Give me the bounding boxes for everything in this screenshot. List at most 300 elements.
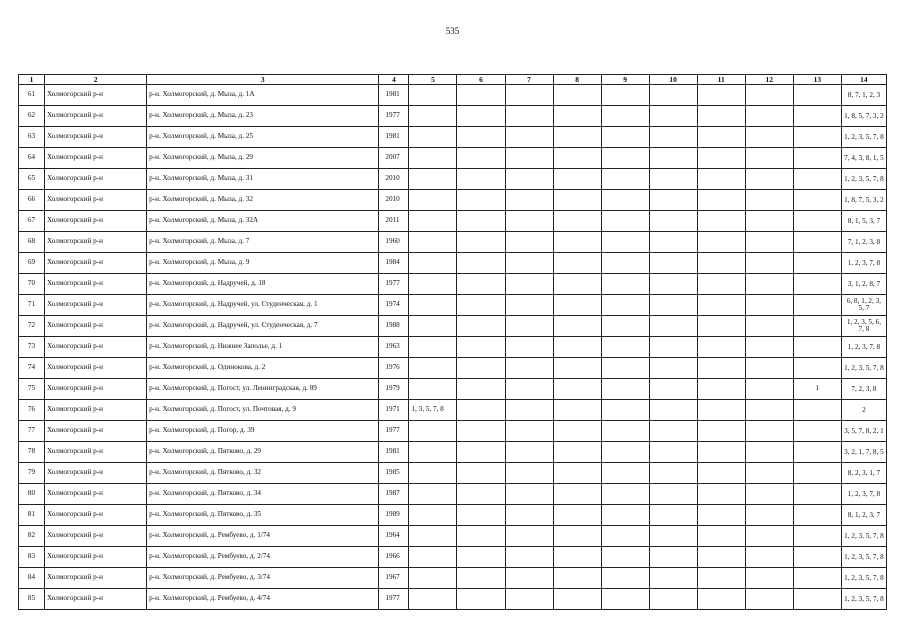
column-6-cell	[457, 295, 505, 316]
row-number-cell: 76	[19, 400, 45, 421]
district-cell: Холмогорский р-н	[45, 484, 147, 505]
column-9-cell	[601, 169, 649, 190]
column-10-cell	[649, 568, 697, 589]
district-cell: Холмогорский р-н	[45, 337, 147, 358]
column-9-cell	[601, 295, 649, 316]
address-cell: р-н. Холмогорский, д. Рембуево, д. 3/74	[147, 568, 379, 589]
column-14-cell: 3, 2, 1, 7, 8, 5	[841, 442, 886, 463]
column-8-cell	[553, 421, 601, 442]
column-5-cell	[409, 505, 457, 526]
column-11-cell	[697, 442, 745, 463]
column-9-cell	[601, 505, 649, 526]
column-11-cell	[697, 169, 745, 190]
column-header-14: 14	[841, 75, 886, 85]
header-row	[19, 75, 887, 85]
address-cell: р-н. Холмогорский, д. Одинокова, д. 2	[147, 358, 379, 379]
address-cell: р-н. Холмогорский, д. Надручей, ул. Студенческая, д. 1	[147, 295, 379, 316]
column-12-cell	[745, 358, 793, 379]
column-13-cell	[793, 85, 841, 106]
column-9-cell	[601, 463, 649, 484]
column-6-cell	[457, 547, 505, 568]
housing-table	[18, 74, 887, 610]
column-8-cell	[553, 232, 601, 253]
column-header-13: 13	[793, 75, 841, 85]
column-8-cell	[553, 295, 601, 316]
column-6-cell	[457, 442, 505, 463]
column-7-cell	[505, 253, 553, 274]
column-7-cell	[505, 106, 553, 127]
district-cell: Холмогорский р-н	[45, 169, 147, 190]
district-cell: Холмогорский р-н	[45, 379, 147, 400]
column-7-cell	[505, 295, 553, 316]
row-number-cell: 63	[19, 127, 45, 148]
column-12-cell	[745, 337, 793, 358]
column-13-cell	[793, 589, 841, 610]
column-5-cell	[409, 316, 457, 337]
row-number-cell: 68	[19, 232, 45, 253]
column-12-cell	[745, 379, 793, 400]
column-header-8: 8	[553, 75, 601, 85]
column-7-cell	[505, 169, 553, 190]
address-cell: р-н. Холмогорский, д. Рембуево, д. 2/74	[147, 547, 379, 568]
column-5-cell	[409, 211, 457, 232]
district-cell: Холмогорский р-н	[45, 253, 147, 274]
column-7-cell	[505, 337, 553, 358]
table-row	[19, 526, 887, 547]
column-13-cell	[793, 526, 841, 547]
row-number-cell: 65	[19, 169, 45, 190]
column-12-cell	[745, 295, 793, 316]
column-7-cell	[505, 400, 553, 421]
table-body	[19, 85, 887, 610]
column-11-cell	[697, 274, 745, 295]
column-10-cell	[649, 148, 697, 169]
address-cell: р-н. Холмогорский, д. Погор, д. 39	[147, 421, 379, 442]
column-11-cell	[697, 568, 745, 589]
year-cell: 1963	[379, 337, 409, 358]
year-cell: 1977	[379, 106, 409, 127]
column-13-cell	[793, 463, 841, 484]
column-8-cell	[553, 400, 601, 421]
district-cell: Холмогорский р-н	[45, 526, 147, 547]
address-cell: р-н. Холмогорский, д. Надручей, д. 18	[147, 274, 379, 295]
column-14-cell: 3, 5, 7, 8, 2, 1	[841, 421, 886, 442]
address-cell: р-н. Холмогорский, д. Погост, ул. Почтовая, д. 9	[147, 400, 379, 421]
row-number-cell: 79	[19, 463, 45, 484]
column-13-cell	[793, 316, 841, 337]
table-row	[19, 295, 887, 316]
district-cell: Холмогорский р-н	[45, 358, 147, 379]
row-number-cell: 70	[19, 274, 45, 295]
row-number-cell: 81	[19, 505, 45, 526]
column-10-cell	[649, 253, 697, 274]
column-13-cell	[793, 442, 841, 463]
column-8-cell	[553, 274, 601, 295]
address-cell: р-н. Холмогорский, д. Пятково, д. 34	[147, 484, 379, 505]
district-cell: Холмогорский р-н	[45, 463, 147, 484]
column-header-3: 3	[147, 75, 379, 85]
column-13-cell	[793, 190, 841, 211]
column-10-cell	[649, 379, 697, 400]
row-number-cell: 62	[19, 106, 45, 127]
column-10-cell	[649, 421, 697, 442]
column-10-cell	[649, 358, 697, 379]
column-10-cell	[649, 505, 697, 526]
column-12-cell	[745, 568, 793, 589]
column-7-cell	[505, 547, 553, 568]
table-row	[19, 253, 887, 274]
column-11-cell	[697, 589, 745, 610]
column-5-cell	[409, 190, 457, 211]
column-12-cell	[745, 274, 793, 295]
column-10-cell	[649, 484, 697, 505]
column-13-cell	[793, 127, 841, 148]
column-13-cell	[793, 106, 841, 127]
column-7-cell	[505, 379, 553, 400]
column-6-cell	[457, 589, 505, 610]
year-cell: 1988	[379, 316, 409, 337]
column-5-cell	[409, 295, 457, 316]
column-9-cell	[601, 148, 649, 169]
column-header-11: 11	[697, 75, 745, 85]
year-cell: 1981	[379, 85, 409, 106]
column-13-cell	[793, 547, 841, 568]
column-12-cell	[745, 211, 793, 232]
table-row	[19, 379, 887, 400]
column-12-cell	[745, 442, 793, 463]
column-header-9: 9	[601, 75, 649, 85]
district-cell: Холмогорский р-н	[45, 274, 147, 295]
column-6-cell	[457, 400, 505, 421]
row-number-cell: 82	[19, 526, 45, 547]
column-10-cell	[649, 295, 697, 316]
column-6-cell	[457, 316, 505, 337]
column-7-cell	[505, 316, 553, 337]
column-10-cell	[649, 337, 697, 358]
column-12-cell	[745, 421, 793, 442]
district-cell: Холмогорский р-н	[45, 127, 147, 148]
address-cell: р-н. Холмогорский, д. Надручей, ул. Студенческая, д. 7	[147, 316, 379, 337]
year-cell: 1974	[379, 295, 409, 316]
column-10-cell	[649, 169, 697, 190]
column-6-cell	[457, 505, 505, 526]
column-8-cell	[553, 316, 601, 337]
year-cell: 1967	[379, 568, 409, 589]
column-8-cell	[553, 589, 601, 610]
column-14-cell: 8, 1, 2, 3, 7	[841, 505, 886, 526]
column-8-cell	[553, 337, 601, 358]
column-7-cell	[505, 421, 553, 442]
column-9-cell	[601, 484, 649, 505]
column-6-cell	[457, 232, 505, 253]
column-5-cell	[409, 106, 457, 127]
column-12-cell	[745, 505, 793, 526]
column-13-cell	[793, 253, 841, 274]
column-6-cell	[457, 526, 505, 547]
column-12-cell	[745, 484, 793, 505]
column-12-cell	[745, 169, 793, 190]
district-cell: Холмогорский р-н	[45, 211, 147, 232]
year-cell: 1981	[379, 127, 409, 148]
row-number-cell: 72	[19, 316, 45, 337]
column-7-cell	[505, 85, 553, 106]
year-cell: 1984	[379, 253, 409, 274]
table-row	[19, 148, 887, 169]
column-6-cell	[457, 127, 505, 148]
address-cell: р-н. Холмогорский, д. Мыза, д. 31	[147, 169, 379, 190]
column-11-cell	[697, 253, 745, 274]
column-7-cell	[505, 589, 553, 610]
column-13-cell	[793, 337, 841, 358]
column-5-cell	[409, 442, 457, 463]
column-11-cell	[697, 295, 745, 316]
column-8-cell	[553, 148, 601, 169]
address-cell: р-н. Холмогорский, д. Мыза, д. 9	[147, 253, 379, 274]
column-header-2: 2	[45, 75, 147, 85]
row-number-cell: 83	[19, 547, 45, 568]
column-9-cell	[601, 85, 649, 106]
column-header-4: 4	[379, 75, 409, 85]
column-header-12: 12	[745, 75, 793, 85]
column-10-cell	[649, 463, 697, 484]
column-11-cell	[697, 547, 745, 568]
row-number-cell: 61	[19, 85, 45, 106]
year-cell: 2011	[379, 211, 409, 232]
column-11-cell	[697, 211, 745, 232]
column-9-cell	[601, 589, 649, 610]
column-5-cell	[409, 127, 457, 148]
table-row	[19, 589, 887, 610]
column-6-cell	[457, 253, 505, 274]
column-5-cell	[409, 484, 457, 505]
column-14-cell: 7, 2, 3, 8	[841, 379, 886, 400]
year-cell: 2010	[379, 190, 409, 211]
table-row	[19, 85, 887, 106]
column-9-cell	[601, 127, 649, 148]
year-cell: 1966	[379, 547, 409, 568]
column-5-cell	[409, 253, 457, 274]
column-6-cell	[457, 190, 505, 211]
table-row	[19, 211, 887, 232]
column-5-cell	[409, 85, 457, 106]
year-cell: 1971	[379, 400, 409, 421]
column-9-cell	[601, 358, 649, 379]
district-cell: Холмогорский р-н	[45, 85, 147, 106]
column-14-cell: 1, 2, 3, 5, 6, 7, 8	[841, 316, 886, 337]
district-cell: Холмогорский р-н	[45, 232, 147, 253]
column-11-cell	[697, 127, 745, 148]
column-7-cell	[505, 568, 553, 589]
column-12-cell	[745, 400, 793, 421]
column-10-cell	[649, 589, 697, 610]
table-row	[19, 547, 887, 568]
column-6-cell	[457, 358, 505, 379]
column-8-cell	[553, 442, 601, 463]
column-8-cell	[553, 505, 601, 526]
column-11-cell	[697, 358, 745, 379]
row-number-cell: 80	[19, 484, 45, 505]
column-10-cell	[649, 316, 697, 337]
column-11-cell	[697, 505, 745, 526]
year-cell: 2007	[379, 148, 409, 169]
column-5-cell	[409, 358, 457, 379]
column-8-cell	[553, 106, 601, 127]
column-13-cell	[793, 169, 841, 190]
district-cell: Холмогорский р-н	[45, 106, 147, 127]
row-number-cell: 78	[19, 442, 45, 463]
column-12-cell	[745, 190, 793, 211]
column-5-cell	[409, 463, 457, 484]
column-14-cell: 1, 2, 3, 5, 7, 8	[841, 568, 886, 589]
address-cell: р-н. Холмогорский, д. Погост, ул. Ленинградская, д. 89	[147, 379, 379, 400]
column-9-cell	[601, 421, 649, 442]
district-cell: Холмогорский р-н	[45, 400, 147, 421]
address-cell: р-н. Холмогорский, д. Мыза, д. 7	[147, 232, 379, 253]
column-14-cell: 8, 1, 5, 3, 7	[841, 211, 886, 232]
address-cell: р-н. Холмогорский, д. Рембуево, д. 1/74	[147, 526, 379, 547]
column-6-cell	[457, 106, 505, 127]
column-14-cell: 8, 7, 1, 2, 3	[841, 85, 886, 106]
district-cell: Холмогорский р-н	[45, 505, 147, 526]
district-cell: Холмогорский р-н	[45, 316, 147, 337]
column-10-cell	[649, 442, 697, 463]
address-cell: р-н. Холмогорский, д. Мыза, д. 29	[147, 148, 379, 169]
row-number-cell: 75	[19, 379, 45, 400]
column-7-cell	[505, 274, 553, 295]
column-14-cell: 1, 2, 3, 5, 7, 8	[841, 169, 886, 190]
table-row	[19, 127, 887, 148]
column-9-cell	[601, 547, 649, 568]
address-cell: р-н. Холмогорский, д. Мыза, д. 32А	[147, 211, 379, 232]
column-5-cell	[409, 547, 457, 568]
column-7-cell	[505, 484, 553, 505]
column-5-cell	[409, 589, 457, 610]
column-10-cell	[649, 274, 697, 295]
year-cell: 1979	[379, 379, 409, 400]
column-6-cell	[457, 148, 505, 169]
column-14-cell: 1, 2, 3, 7, 8	[841, 337, 886, 358]
column-11-cell	[697, 190, 745, 211]
column-11-cell	[697, 484, 745, 505]
column-13-cell	[793, 274, 841, 295]
column-7-cell	[505, 463, 553, 484]
column-10-cell	[649, 211, 697, 232]
column-9-cell	[601, 316, 649, 337]
column-7-cell	[505, 505, 553, 526]
column-13-cell	[793, 211, 841, 232]
column-7-cell	[505, 442, 553, 463]
column-7-cell	[505, 232, 553, 253]
column-6-cell	[457, 463, 505, 484]
column-9-cell	[601, 568, 649, 589]
column-10-cell	[649, 127, 697, 148]
column-8-cell	[553, 463, 601, 484]
address-cell: р-н. Холмогорский, д. Пятково, д. 35	[147, 505, 379, 526]
column-14-cell: 8, 2, 3, 1, 7	[841, 463, 886, 484]
column-11-cell	[697, 379, 745, 400]
column-header-7: 7	[505, 75, 553, 85]
address-cell: р-н. Холмогорский, д. Рембуево, д. 4/74	[147, 589, 379, 610]
column-8-cell	[553, 358, 601, 379]
column-8-cell	[553, 253, 601, 274]
column-12-cell	[745, 547, 793, 568]
column-12-cell	[745, 526, 793, 547]
column-13-cell	[793, 568, 841, 589]
column-5-cell	[409, 274, 457, 295]
address-cell: р-н. Холмогорский, д. Мыза, д. 23	[147, 106, 379, 127]
column-5-cell	[409, 232, 457, 253]
column-9-cell	[601, 400, 649, 421]
column-9-cell	[601, 232, 649, 253]
district-cell: Холмогорский р-н	[45, 148, 147, 169]
year-cell: 2010	[379, 169, 409, 190]
column-12-cell	[745, 253, 793, 274]
column-13-cell	[793, 505, 841, 526]
column-12-cell	[745, 232, 793, 253]
column-5-cell	[409, 169, 457, 190]
column-6-cell	[457, 337, 505, 358]
column-6-cell	[457, 484, 505, 505]
column-5-cell	[409, 568, 457, 589]
column-8-cell	[553, 211, 601, 232]
column-8-cell	[553, 568, 601, 589]
column-12-cell	[745, 148, 793, 169]
table-row	[19, 505, 887, 526]
column-12-cell	[745, 589, 793, 610]
column-11-cell	[697, 148, 745, 169]
column-11-cell	[697, 106, 745, 127]
year-cell: 1977	[379, 421, 409, 442]
column-9-cell	[601, 274, 649, 295]
column-6-cell	[457, 211, 505, 232]
column-9-cell	[601, 106, 649, 127]
column-12-cell	[745, 127, 793, 148]
column-14-cell: 6, 8, 1, 2, 3, 5, 7	[841, 295, 886, 316]
column-6-cell	[457, 85, 505, 106]
column-6-cell	[457, 274, 505, 295]
column-13-cell	[793, 148, 841, 169]
column-9-cell	[601, 379, 649, 400]
year-cell: 1977	[379, 589, 409, 610]
table-row	[19, 484, 887, 505]
column-11-cell	[697, 400, 745, 421]
column-14-cell: 1, 8, 5, 7, 3, 2	[841, 106, 886, 127]
row-number-cell: 67	[19, 211, 45, 232]
column-13-cell: 1	[793, 379, 841, 400]
column-13-cell	[793, 400, 841, 421]
table-row	[19, 316, 887, 337]
table-row	[19, 106, 887, 127]
year-cell: 1985	[379, 463, 409, 484]
column-11-cell	[697, 526, 745, 547]
table-row	[19, 463, 887, 484]
row-number-cell: 77	[19, 421, 45, 442]
column-8-cell	[553, 547, 601, 568]
column-9-cell	[601, 526, 649, 547]
column-9-cell	[601, 253, 649, 274]
row-number-cell: 64	[19, 148, 45, 169]
column-12-cell	[745, 106, 793, 127]
column-13-cell	[793, 295, 841, 316]
table-row	[19, 421, 887, 442]
column-6-cell	[457, 379, 505, 400]
column-8-cell	[553, 484, 601, 505]
column-14-cell: 1, 8, 7, 5, 3, 2	[841, 190, 886, 211]
column-header-6: 6	[457, 75, 505, 85]
district-cell: Холмогорский р-н	[45, 547, 147, 568]
column-header-1: 1	[19, 75, 45, 85]
table-row	[19, 232, 887, 253]
